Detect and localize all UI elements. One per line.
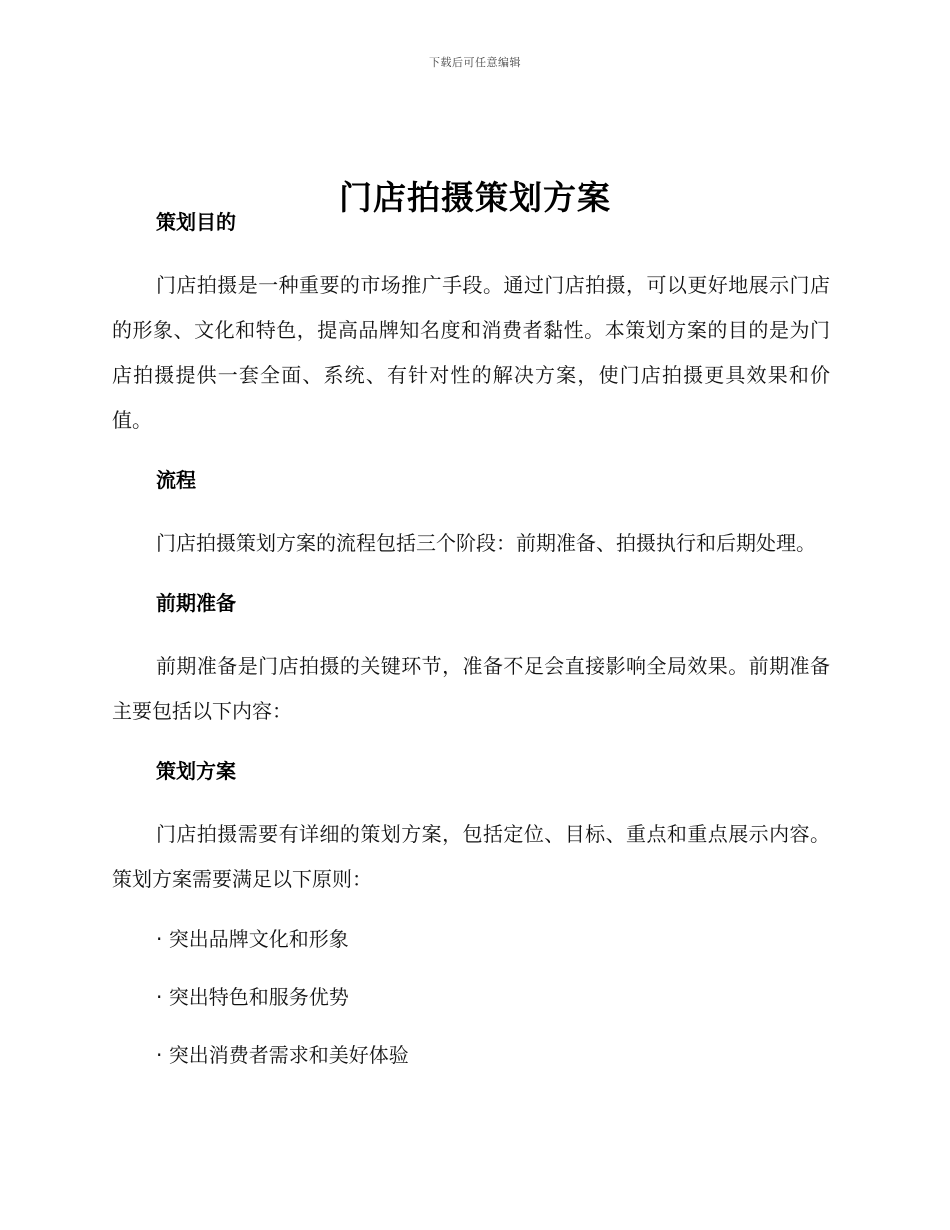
document-body [112, 205, 830, 1072]
section-heading-purpose: 策划目的 [156, 210, 236, 234]
section-heading-process: 流程 [156, 468, 196, 492]
section-paragraph-process: 门店拍摄策划方案的流程包括三个阶段：前期准备、拍摄执行和后期处理。 [156, 531, 816, 555]
document-title: 门店拍摄策划方案 [339, 178, 611, 218]
header-note: 下载后可任意编辑 [429, 56, 521, 69]
section-paragraph-preparation: 前期准备是门店拍摄的关键环节，准备不足会直接影响全局效果。前期准备主要包括以下内容： [112, 654, 830, 723]
bullet-item: · 突出品牌文化和形象 [156, 927, 349, 951]
section-paragraph-purpose: 门店拍摄是一种重要的市场推广手段。通过门店拍摄，可以更好地展示门店的形象、文化和特色，提高品牌知名度和消费者黏性。本策划方案的目的是为门店拍摄提供一套全面、系统、有针对性的解决方案，使门店拍摄更具效果和价值。 [112, 273, 830, 432]
section-heading-preparation: 前期准备 [156, 591, 236, 615]
bullet-item: · 突出消费者需求和美好体验 [156, 1043, 409, 1067]
section-heading-plan: 策划方案 [156, 759, 236, 783]
section-paragraph-plan: 门店拍摄需要有详细的策划方案，包括定位、目标、重点和重点展示内容。策划方案需要满足以下原则： [112, 822, 830, 891]
bullet-item: · 突出特色和服务优势 [156, 985, 349, 1009]
